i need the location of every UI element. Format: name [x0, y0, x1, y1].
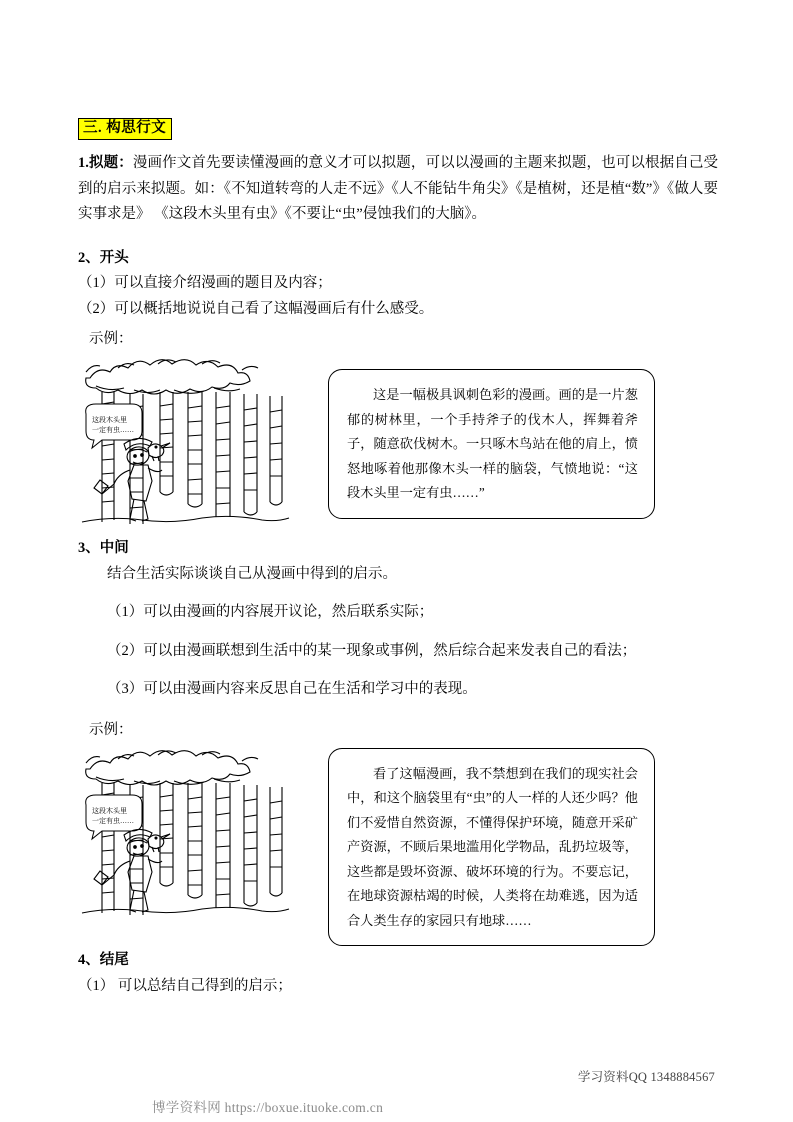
example-row-1	[78, 352, 718, 532]
heading-zhong-jian: 3、中间	[78, 540, 129, 556]
zhong-jian-line-3: （2）可以由漫画联想到生活中的某一现象或事例，然后综合起来发表自己的看法；	[107, 642, 637, 659]
footer-site-note: 博学资料网 https://boxue.ituoke.com.cn	[152, 1100, 384, 1115]
zhong-jian-line-4: （3）可以由漫画内容来反思自己在生活和学习中的表现。	[107, 681, 477, 697]
example-label-1: 示例：	[89, 331, 133, 347]
footer-qq-note: 学习资料QQ 1348884567	[577, 1070, 715, 1084]
example-block-2	[78, 719, 718, 947]
kai-tou-line-1: （1）可以直接介绍漫画的题目及内容；	[78, 275, 332, 291]
example-block-1	[78, 328, 718, 532]
heading-kai-tou: 2、开头	[78, 249, 129, 266]
example-row-2	[78, 743, 718, 947]
heading-jie-wei: 4、结尾	[78, 952, 129, 968]
example-text-1	[328, 369, 655, 519]
comic-illustration-2	[78, 743, 293, 923]
example-label-2: 示例：	[89, 721, 133, 738]
paragraph-ni-ti	[78, 151, 718, 228]
example-text-1-para: 这是一幅极具讽刺色彩的漫画。画的是一片葱郁的树林里，一个手持斧子的伐木人，挥舞着斧子，随意砍伐树木。一只啄木鸟站在他的肩上，愤怒地啄着他那像木头一样的脑袋，气愤地说：“这段木头里一定有虫……”	[347, 387, 638, 500]
heading-ni-ti: 1.拟题：	[78, 155, 133, 171]
jie-wei-line-1: （1） 可以总结自己得到的启示；	[78, 977, 292, 994]
section-title-wrap	[78, 118, 718, 140]
comic-illustration-1	[78, 352, 293, 532]
document-content	[78, 118, 718, 999]
kai-tou-line-2: （2）可以概括地说说自己看了这幅漫画后有什么感受。	[78, 300, 434, 317]
zhong-jian-line-2: （1）可以由漫画的内容展开议论，然后联系实际；	[107, 604, 434, 620]
svg-text:这段木头里: 这段木头里	[92, 416, 127, 424]
body-ni-ti: 漫画作文首先要读懂漫画的意义才可以拟题，可以以漫画的主题来拟题，也可以根据自己受到的启示来拟题。如：《不知道转弯的人走不远》《人不能钻牛角尖》《是植树，还是植“数”》《做人要实事求是》 《这段木头里有虫》《不要让“虫”侵蚀我们的大脑》。	[78, 155, 719, 222]
svg-text:这段木头里: 这段木头里	[92, 806, 127, 815]
svg-text:一定有虫……: 一定有虫……	[92, 816, 134, 825]
example-text-2	[328, 748, 655, 947]
svg-text:一定有虫……: 一定有虫……	[92, 426, 134, 434]
section-title: 三. 构思行文	[78, 118, 172, 140]
zhong-jian-line-1: 结合生活实际谈谈自己从漫画中得到的启示。	[107, 565, 397, 582]
example-text-2-para: 看了这幅漫画，我不禁想到在我们的现实社会中，和这个脑袋里有“虫”的人一样的人还少吗？他们不爱惜自然资源，不懂得保护环境，随意开采矿产资源，不顾后果地滥用化学物品，乱扔垃圾等，这些都是毁坏资源、破坏环境的行为。不要忘记，在地球资源枯竭的时候，人类将在劫难逃，因为适合人类生存的家园只有地球……	[347, 765, 638, 928]
